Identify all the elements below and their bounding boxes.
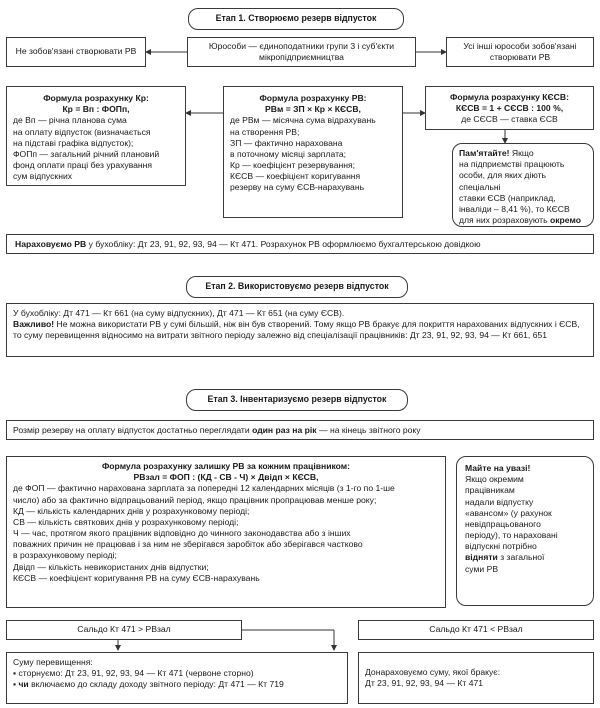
remember-box — [452, 143, 594, 227]
shortfall-box — [358, 652, 594, 704]
accrual-bold: Нараховуємо РВ — [15, 239, 87, 249]
review-post: — на кінець звітного року — [316, 425, 421, 435]
kp-line: на оплату відпусток (визначається — [13, 126, 151, 137]
note-line: працівникам — [465, 485, 515, 496]
balance-line: Двідп — кількість невикористаних днів відпустки; — [13, 561, 209, 572]
balance-line: КЄСВ — коефіцієнт коригування РВ на суму ЄСВ-нарахувань — [13, 572, 260, 583]
balance-line: СВ — кількість святкових днів у розрахунковому періоді; — [13, 516, 239, 527]
shortfall-line: Донараховуємо суму, якої бракує: — [365, 667, 501, 677]
shortfall-line: Дт 23, 91, 92, 93, 94 — Кт 471 — [365, 678, 484, 689]
kesv-formula: КЄСВ = 1 + СЄСВ : 100 %, — [455, 103, 564, 114]
accrual-box — [6, 234, 594, 254]
remember-line: ставки ЄСВ (наприклад, — [459, 192, 556, 203]
usage-text: Не можна використати РВ у сумі більшій, ніж він був створений. Тому якщо РВ бракує для покриття нарахованих відпускних і ЄСВ, то суму перевищення відносимо на витрати звітного періоду залежно від спеціалізації працівників: Дт 23, 91, 92, 93, 94 — Кт 661, 651 — [13, 319, 580, 341]
note-box — [456, 456, 594, 606]
excess-box — [6, 652, 348, 704]
balance-line: де ФОП — фактично нарахована зарплата за попередні 12 календарних місяців (з 1-го по 1-ше — [13, 483, 395, 494]
usage-box — [6, 303, 594, 357]
rv-line: Кр — коефіцієнт резервування; — [230, 160, 356, 171]
cond-less-text: Сальдо Кт 471 < РВзал — [429, 624, 523, 635]
note-title: Майте на увазі! — [465, 463, 531, 473]
excess-or: чи — [18, 679, 29, 690]
kp-line: на підставі графіка відпусток); — [13, 137, 134, 148]
rv-formula: РВм = ЗП × Кр × КЄСВ, — [265, 104, 361, 115]
usage-line: У бухобліку: Дт 471 — Кт 661 (на суму відпускних), Дт 471 — Кт 651 (на суму ЄСВ). — [13, 308, 345, 318]
excess-item-text: включаємо до складу доходу звітного періоду: Дт 471 — Кт 719 — [28, 679, 284, 690]
stage1-title: Етап 1. Створюємо резерв відпусток — [188, 8, 404, 30]
remember-line: Якщо — [511, 148, 534, 158]
remember-emphasis: окремо — [549, 215, 581, 226]
balance-formula: РВзал = ФОП : (КД - СВ - Ч) × Двідп × КЄСВ, — [133, 472, 319, 483]
kesv-note: де СЄСВ — ставка ЄСВ — [461, 114, 558, 125]
kp-title: Формула розрахунку Кр: — [43, 93, 149, 103]
review-pre: Розмір резерву на оплату відпусток достатньо переглядати — [13, 425, 253, 435]
balance-line: КД — кількість календарних днів у розрахунковому періоді; — [13, 505, 250, 516]
excess-title: Суму перевищення: — [13, 657, 93, 667]
excess-item: ▪ сторнуємо: Дт 23, 91, 92, 93, 94 — Кт 471 (червоне сторно) — [13, 668, 341, 679]
cond-less-box — [358, 620, 594, 640]
rv-line: де РВм — місячна сума відрахувань — [230, 115, 376, 126]
kp-line: сум відпускних — [13, 171, 73, 182]
rv-formula-box — [223, 86, 403, 218]
balance-line: число) або за фактично відпрацьований період, якщо працівник пропрацював менше року; — [13, 494, 377, 505]
rv-line: в поточному місяці зарплата; — [230, 148, 347, 159]
balance-formula-box — [6, 456, 446, 608]
remember-title: Пам'ятайте! — [459, 148, 510, 158]
not-required-box — [6, 37, 146, 67]
kp-line: ФОПп — загальний річний плановий — [13, 148, 160, 159]
rv-line: КЄСВ — коефіцієнт коригування — [230, 171, 361, 182]
single-taxpayers-box — [187, 37, 416, 67]
note-tail: з загальної — [500, 552, 545, 563]
balance-line: в розрахунковому періоді; — [13, 550, 117, 561]
note-line: надали відпустку — [465, 496, 534, 507]
remember-line: на підприємстві працюють — [459, 159, 565, 170]
remember-line: для них розраховують — [459, 215, 548, 226]
rv-line: ЗП — фактично нарахована — [230, 137, 343, 148]
kesv-title: Формула розрахунку КЄСВ: — [450, 92, 569, 102]
kp-formula-box — [6, 86, 186, 186]
cond-greater-box — [6, 620, 242, 640]
required-text: Усі інші юрособи зобов'язані створювати РВ — [463, 40, 577, 62]
kesv-formula-box — [425, 86, 594, 130]
balance-title: Формула розрахунку залишку РВ за кожним працівником: — [101, 461, 351, 471]
excess-item — [13, 679, 341, 690]
balance-line: Ч — час, протягом якого працівник відповідно до чинного законодавства або з інших — [13, 528, 351, 539]
remember-line: інваліди – 8,41 %), то КЄСВ — [459, 203, 570, 214]
not-required-text: Не зобов'язані створювати РВ — [15, 46, 137, 57]
rv-line: на створення РВ; — [230, 126, 300, 137]
note-line: «авансом» (у рахунок — [465, 507, 552, 518]
kp-line: фонд оплати праці без урахування — [13, 160, 153, 171]
kp-line: де Вп — річна планова сума — [13, 115, 127, 126]
review-bold: один раз на рік — [252, 425, 317, 435]
note-line: Якщо окремим — [465, 474, 524, 485]
note-tail: суми РВ — [465, 563, 499, 574]
rv-line: резерву на суму ЄСВ-нарахувань — [230, 182, 365, 193]
note-line: невідпрацьованого — [465, 518, 541, 529]
single-taxpayers-text: Юрособи — єдиноподатники групи 3 і суб'єкти мікропідприємництва — [208, 40, 395, 62]
balance-line: поважних причин не працював і за ним не зберігався заробіток або зберігався частково — [13, 539, 363, 550]
review-box — [6, 420, 594, 440]
rv-title: Формула розрахунку РВ: — [259, 93, 367, 103]
note-line: відпускні потрібно — [465, 541, 537, 552]
note-line: періоду), то нараховані — [465, 530, 558, 541]
stage3-title: Етап 3. Інвентаризуємо резерв відпусток — [186, 389, 408, 411]
cond-greater-text: Сальдо Кт 471 > РВзал — [77, 624, 171, 635]
required-box — [446, 37, 594, 67]
remember-line: особи, для яких діють спеціальні — [459, 170, 547, 192]
kp-formula: Кр = Вп : ФОПп, — [62, 104, 130, 115]
stage2-title: Етап 2. Використовуємо резерв відпусток — [186, 276, 408, 298]
note-bold: відняти — [465, 552, 498, 563]
accrual-text: у бухобліку: Дт 23, 91, 92, 93, 94 — Кт 471. Розрахунок РВ оформлюємо бухгалтерською довідкою — [86, 239, 481, 249]
important-label: Важливо! — [13, 319, 55, 330]
